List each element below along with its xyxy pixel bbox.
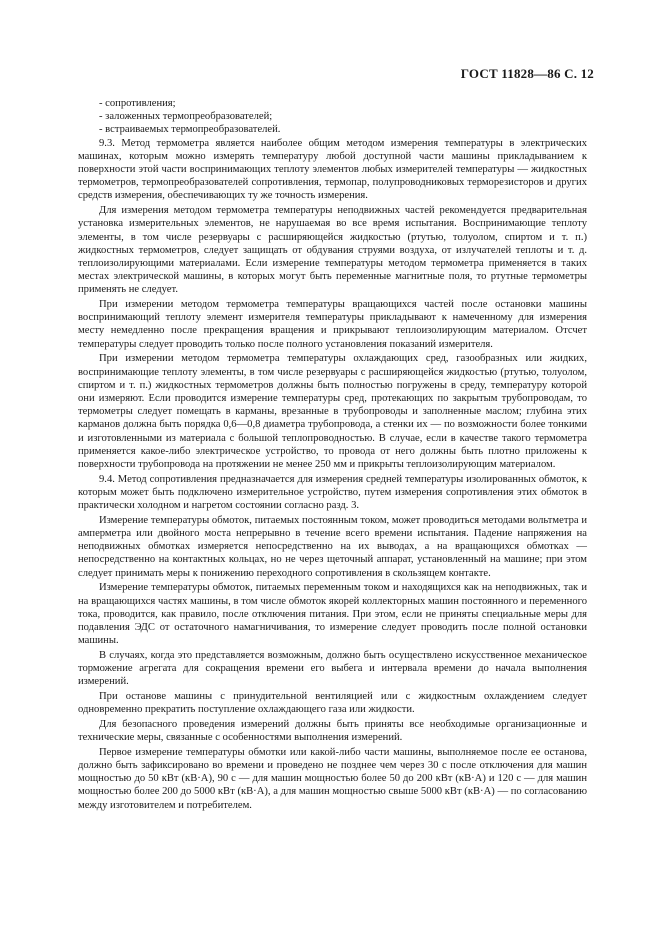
- list-item: - заложенных термопреобразователей;: [99, 111, 273, 123]
- document-body: [78, 97, 587, 812]
- page-header: ГОСТ 11828—86 С. 12: [460, 66, 594, 81]
- list-item: - сопротивления;: [99, 98, 176, 109]
- paragraph-9-3: 9.3. Метод термометра является наиболее общим методом измерения температуры в электрических машинах, которым можно измерять температуру любой доступной части машины прикладыванием к поверхности этой части воспринимающих теплоту элементов любых измерителей температуры — жидкостных термометров, термопреобразователей сопротивления, термопар, полупроводниковых терморезисторов и других средств измерения, обеспечивающих ту же точность измерения.: [78, 137, 587, 202]
- paragraph: При останове машины с принудительной вентиляцией или с жидкостным охлаждением следует одновременно прекратить поступление охлаждающего газа или жидкости.: [78, 690, 587, 716]
- paragraph-9-4: 9.4. Метод сопротивления предназначается для измерения средней температуры изолированных обмоток, к которым может быть подключено измерительное устройство, путем измерения сопротивления этих обмоток в практически холодном и нагретом состоянии согласно разд. 3.: [78, 473, 587, 512]
- paragraph: Для измерения методом термометра температуры неподвижных частей рекомендуется предварительная установка измерительных элементов, не нарушаемая во все время испытания. Воспринимающие теплоту элементы, в том числе резервуары с расширяющейся жидкостью (ртутью, толуолом, спиртом и т. п.) жидкостных термометров, следует защищать от обдувания струями воздуха, от излучателей теплоты и т. д. теплоизолирующими материалами. Если измерение температуры методом термометра применяется в таких местах электрической машины, в которых могут быть переменные магнитные поля, то ртутные термометры применять не следует.: [78, 205, 587, 296]
- paragraph: В случаях, когда это представляется возможным, должно быть осуществлено искусственное механическое торможение агрегата для сокращения времени его выбега и интервала времени до начала выполнения измерений.: [78, 649, 587, 688]
- paragraph: При измерении методом термометра температуры охлаждающих сред, газообразных или жидких, воспринимающие теплоту элементы, в том числе резервуары с расширяющейся жидкостью (ртутью, толуолом, спиртом и т. п.) жидкостных термометров должны быть полностью погружены в среду, температуру которой они измеряют. Если проводится измерение температуры сред, протекающих по закрытым трубопроводам, то термометры следует помещать в карманы, врезанные в трубопроводы и заполненные маслом; глубина этих карманов должна быть порядка 0,6—0,8 диаметра трубопровода, а стенки их — по возможности более тонкими и изготовленными из материала с большой теплопроводностью. В случае, если в качестве такого термометра применяется какое-либо электрическое устройство, то провода от него должны быть плотно приложены к поверхности трубопровода на протяжении не менее 250 мм и прикрыты теплоизолирующим материалом.: [78, 353, 587, 470]
- paragraph: При измерении методом термометра температуры вращающихся частей после остановки машины воспринимающий теплоту элемент измерителя температуры прикладывают к намеченному для измерения месту немедленно после прекращения вращения и прикрывают теплоизолирующим материалом. Отсчет температуры следует проводить только после полного установления показаний измерителя.: [78, 299, 587, 350]
- paragraph: Измерение температуры обмоток, питаемых переменным током и находящихся как на неподвижных, так и на вращающихся частях машины, в том числе обмоток якорей коллекторных машин постоянного и переменного тока, проводится, как правило, после отключения питания. При этом, если не приняты специальные меры для подавления ЭДС от остаточного намагничивания, то измерение следует проводить после полной остановки машины.: [78, 582, 587, 647]
- list-item: - встраиваемых термопреобразователей.: [99, 124, 281, 136]
- paragraph: Для безопасного проведения измерений должны быть приняты все необходимые организационные и технические меры, связанные с особенностями выполнения измерений.: [78, 718, 587, 744]
- paragraph: Первое измерение температуры обмотки или какой-либо части машины, выполняемое после ее останова, должно быть зафиксировано во времени и проведено не позднее чем через 30 с после отключения для машин мощностью до 50 кВт (кВ·А), 90 с — для машин мощностью более 50 до 200 кВт (кВ·А) и 120 с — для машин мощностью более 200 до 5000 кВт (кВ·А), а для машин мощностью свыше 5000 кВт (кВ·А) — по согласованию между изготовителем и потребителем.: [78, 746, 587, 811]
- paragraph: Измерение температуры обмоток, питаемых постоянным током, может проводиться методами вольтметра и амперметра или двойного моста непрерывно в течение всего времени испытания. Падение напряжения на неподвижных обмотках измеряется непосредственно на их выводах, а на вращающихся обмотках — непосредственно на контактных кольцах, но не через щеточный аппарат, установленный на машине; при этом следует принимать меры к понижению переходного сопротивления в скользящем контакте.: [78, 514, 587, 579]
